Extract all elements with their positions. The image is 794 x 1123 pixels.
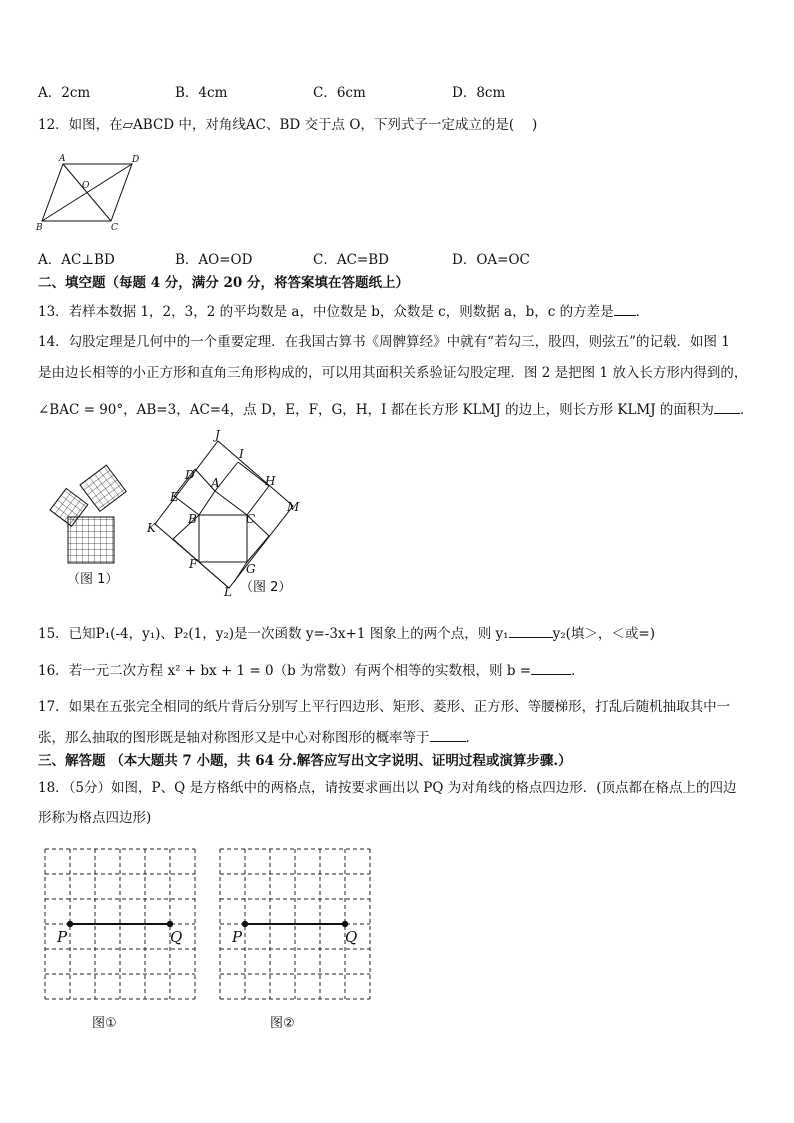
- label-j: J: [215, 428, 220, 442]
- q14-line3: ∠BAC = 90°，AB=3，AC=4，点 D，E，F，G，H，I 都在长方形 KLMJ 的边上，则长方形 KLMJ 的面积为 ．: [38, 399, 753, 420]
- label-c: C: [246, 512, 256, 526]
- q18-grid-figure1: [44, 848, 204, 1008]
- q18-caption1: 图①: [92, 1016, 117, 1031]
- q15-question: [38, 623, 655, 644]
- label-g: G: [246, 562, 256, 576]
- q14-fig1-caption: （图 1）: [67, 572, 119, 587]
- label-p: P: [57, 928, 68, 946]
- q15-text-after: y₂(填＞，＜或=): [552, 626, 655, 642]
- label-l: L: [224, 585, 232, 599]
- label-e: E: [170, 490, 179, 504]
- q14-line3-text: ∠BAC = 90°，AB=3，AC=4，点 D，E，F，G，H，I 都在长方形 KLMJ 的边上，则长方形 KLMJ 的面积为: [38, 402, 714, 418]
- q14-fig2-caption: （图 2）: [240, 580, 292, 595]
- label-q: Q: [170, 928, 183, 946]
- label-d: D: [132, 155, 140, 165]
- section3-heading: 三、解答题 （本大题共 7 小题，共 64 分.解答应写出文字说明、证明过程或演算步骤.）: [38, 753, 572, 769]
- label-q: Q: [345, 928, 358, 946]
- q12-option-c: C．AC=BD: [313, 252, 389, 268]
- q16-question: 16．若一元二次方程 x² + bx + 1 = 0（b 为常数）有两个相等的实数根，则 b = ．: [38, 660, 585, 681]
- q16-text: 16．若一元二次方程 x² + bx + 1 = 0（b 为常数）有两个相等的实数根，则 b =: [38, 663, 532, 679]
- q12-parallelogram-figure: [34, 150, 144, 233]
- label-m: M: [287, 500, 300, 514]
- q15-text-before: 15．已知P₁(-4，y₁)、P₂(1，y₂)是一次函数 y=-3x+1 图象上的两个点，则 y₁: [38, 626, 509, 642]
- label-b: B: [188, 512, 197, 526]
- label-d: D: [185, 468, 195, 482]
- label-k: K: [147, 521, 156, 535]
- label-c: C: [111, 223, 118, 233]
- q12-option-a: A．AC⊥BD: [38, 252, 115, 268]
- q14-figure1: [40, 465, 140, 585]
- label-o: O: [82, 181, 90, 191]
- q12-option-d: D．OA=OC: [452, 252, 530, 268]
- q17-line2: 张，那么抽取的图形既是轴对称图形又是中心对称图形的概率等于 ．: [38, 727, 479, 748]
- label-f: F: [189, 557, 198, 571]
- label-a: A: [211, 476, 220, 490]
- q18-line2: 形称为格点四边形): [38, 810, 152, 826]
- q17-line1: 17．如果在五张完全相同的纸片背后分别写上平行四边形、矩形、菱形、正方形、等腰梯形，打乱后随机抽取其中一: [38, 699, 731, 715]
- label-p: P: [232, 928, 243, 946]
- label-b: B: [36, 223, 43, 233]
- q18-caption2: 图②: [270, 1016, 295, 1031]
- q17-line2-text: 张，那么抽取的图形既是轴对称图形又是中心对称图形的概率等于: [38, 730, 430, 746]
- q14-line1: 14．勾股定理是几何中的一个重要定理．在我国古算书《周髀算经》中就有“若勾三，股四，则弦五”的记载．如图 1: [38, 334, 730, 350]
- q11-option-c: C．6cm: [313, 85, 366, 101]
- q11-option-b: B．4cm: [175, 85, 228, 101]
- q13-question: 13．若样本数据 1，2，3，2 的平均数是 a，中位数是 b，众数是 c，则数据 a，b，c 的方差是 ．: [38, 301, 649, 322]
- section2-heading: 二、填空题（每题 4 分，满分 20 分，将答案填在答题纸上）: [38, 275, 409, 291]
- q12-option-b: B．AO=OD: [175, 252, 253, 268]
- label-i: I: [239, 447, 244, 461]
- q12-question: 12．如图，在▱ABCD 中，对角线AC、BD 交于点 O，下列式子一定成立的是( ): [38, 117, 538, 133]
- q18-line1: 18．（5分）如图，P、Q 是方格纸中的两格点，请按要求画出以 PQ 为对角线的格点四边形．(顶点都在格点上的四边: [38, 780, 737, 796]
- label-a: A: [59, 154, 66, 164]
- q11-option-a: A．2cm: [38, 85, 91, 101]
- q14-line2: 是由边长相等的小正方形和直角三角形构成的，可以用其面积关系验证勾股定理．图 2 是把图 1 放入长方形内得到的，: [38, 365, 748, 381]
- q18-grid-figure2: [219, 848, 379, 1008]
- q11-option-d: D．8cm: [452, 85, 506, 101]
- q13-text: 13．若样本数据 1，2，3，2 的平均数是 a，中位数是 b，众数是 c，则数据 a，b，c 的方差是: [38, 304, 614, 320]
- label-h: H: [265, 474, 276, 488]
